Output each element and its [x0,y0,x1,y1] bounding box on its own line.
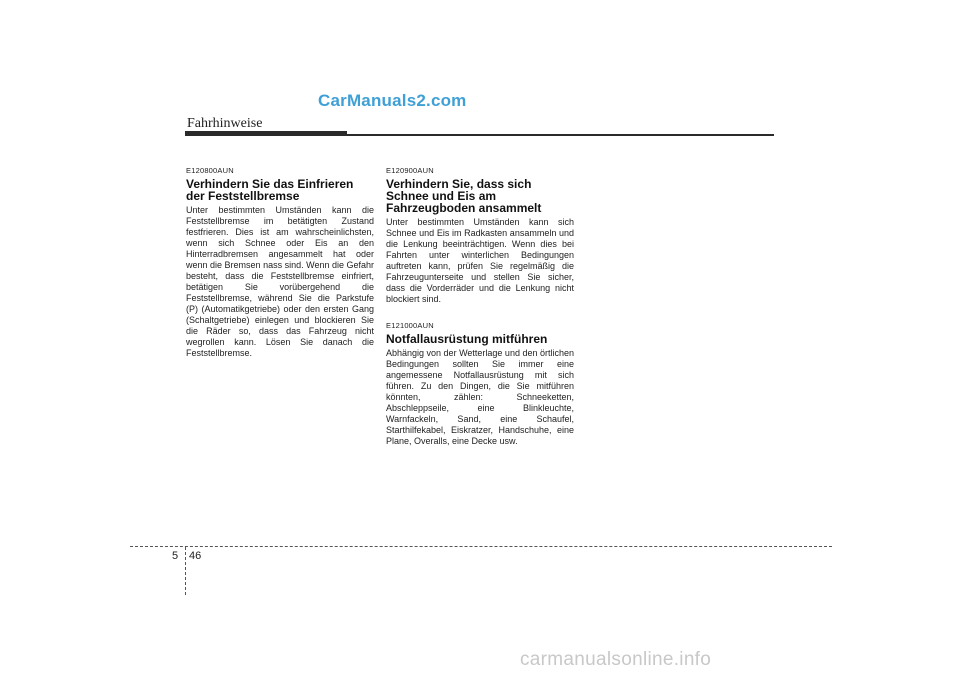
watermark-logo-top: CarManuals2.com [318,91,467,110]
section-heading: Verhindern Sie das Einfrieren der Feststellbremse [186,177,354,203]
header-rule-thin [347,134,774,136]
section-snow-ice [386,166,574,305]
footer-divider [185,547,186,595]
chapter-title: Fahrhinweise [187,116,263,131]
chapter-number: 5 [172,550,179,562]
section-body: Unter bestimmten Umständen kann sich Schnee und Eis im Radkasten ansammeln und die Lenkung beeinträchtigen. Wenn dies bei Fahrten unter winterlichen Bedingungen auftreten kann, prüfen Sie regelmäßig die Fahrzeugunterseite und stellen Sie sicher, dass die Vorderräder und die Lenkung nicht blockiert sind. [386,217,574,304]
section-parking-brake [186,166,374,359]
section-emergency-equipment [386,321,574,447]
section-code: E120900AUN [386,166,434,175]
header-rule-thick [185,131,347,136]
left-column [186,166,374,375]
section-body: Abhängig von der Wetterlage und den örtlichen Bedingungen sollten Sie immer eine angemessene Notfallausrüstung mit sich führen. Zu den Dingen, die Sie mitführen könnten, zählen: Schneeketten, Abschleppseile, eine Blinkleuchte, Warnfackeln, Sand, eine Schaufel, Starthilfekabel, Eiskratzer, Handschuhe, eine Plane, Overalls, eine Decke usw. [386,348,574,446]
section-code: E121000AUN [386,321,434,330]
section-body: Unter bestimmten Umständen kann die Feststellbremse im betätigten Zustand festfrieren. Dies ist am wahrscheinlichsten, wenn sich Schnee oder Eis an den Hinterradbremsen angesammelt hat oder wenn die Bremsen nass sind. Wenn die Gefahr besteht, dass die Feststellbremse einfriert, betätigen Sie vorübergehend die Feststellbremse, während Sie die Parkstufe (P) (Automatikgetriebe) oder den ersten Gang (Schaltgetriebe) einlegen und blockieren Sie die Räder so, dass das Fahrzeug nicht wegrollen kann. Lösen Sie danach die Feststellbremse. [186,205,374,358]
section-heading: Verhindern Sie, dass sich Schnee und Eis am Fahrzeugboden ansammelt [386,177,542,215]
page-number: 46 [189,550,202,562]
right-column [386,166,574,463]
section-code: E120800AUN [186,166,234,175]
footer-rule [130,546,832,547]
section-heading: Notfallausrüstung mitführen [386,332,548,346]
watermark-logo-bottom: carmanualsonline.info [520,649,712,670]
